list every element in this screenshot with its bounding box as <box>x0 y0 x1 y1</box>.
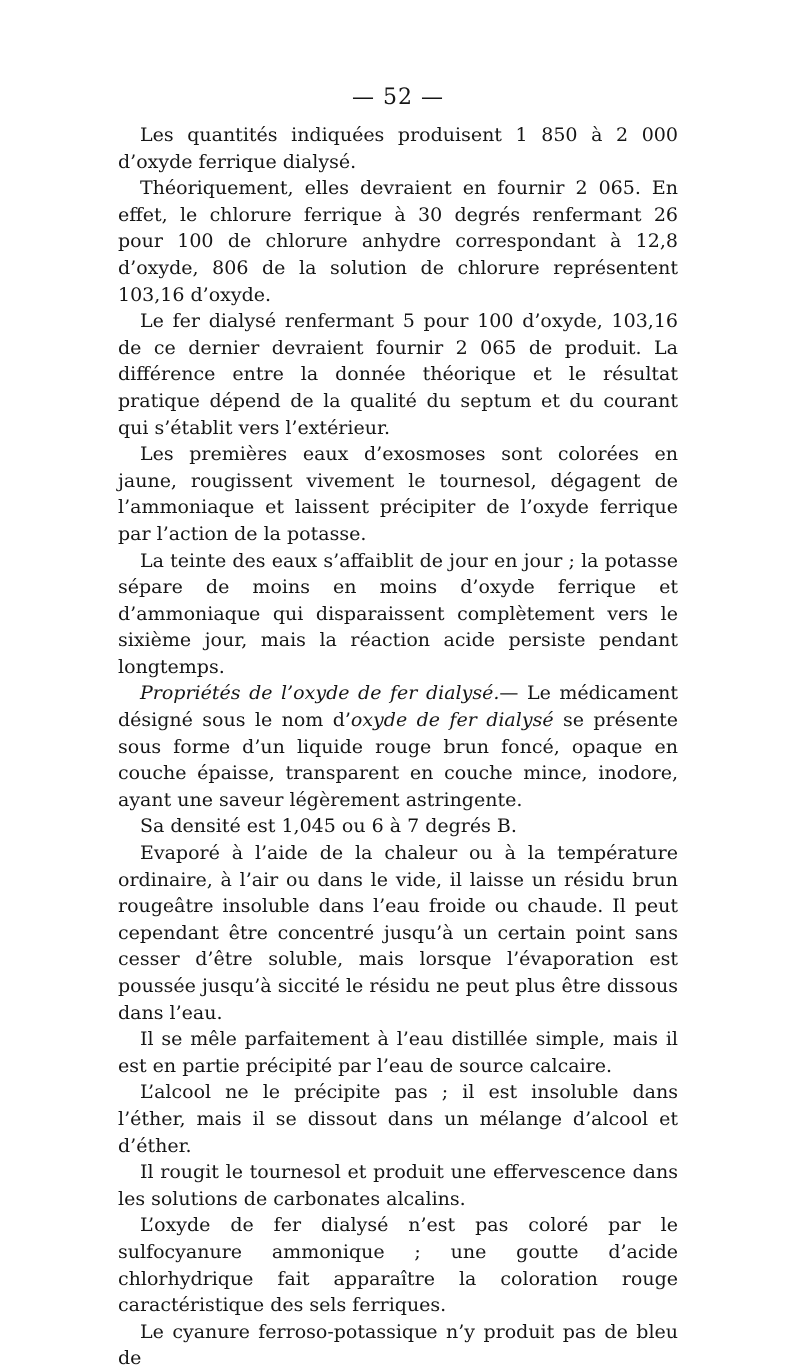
paragraph-cyanide: Le cyanure ferroso-potassique n’y produit pas de bleu de <box>118 1320 678 1370</box>
paragraph-first-waters: Les premières eaux d’exosmoses sont colorées en jaune, rougissent vivement le tournesol, dégagent de l’ammoniaque et laissent précipiter de l’oxyde ferrique par l’action de la potasse. <box>118 443 678 545</box>
paragraph-quantities: Les quantités indiquées produisent 1 850 à 2 000 d’oxyde ferrique dialysé. <box>118 124 678 173</box>
book-page <box>118 84 678 1372</box>
paragraph-difference: Le fer dialysé renfermant 5 pour 100 d’oxyde, 103,16 de ce dernier devraient fournir 2 065 de produit. La différence entre la donnée théorique et le résultat pratique dépend de la qualité du septum et du courant qui s’établit vers l’extérieur. <box>118 310 678 439</box>
paragraph-density: Sa densité est 1,045 ou 6 à 7 degrés B. <box>140 815 517 838</box>
properties-text-before: — Le médicament désigné sous le nom d’ <box>118 682 678 732</box>
properties-text-after: se présente sous forme d’un liquide rouge brun foncé, opaque en couche épaisse, transparent en couche mince, inodore, ayant une saveur légèrement astringente. <box>118 709 678 811</box>
paragraph-theory: Théoriquement, elles devraient en fournir 2 065. En effet, le chlorure ferrique à 30 degrés renfermant 26 pour 100 de chlorure anhydre correspondant à 12,8 d’oxyde, 806 de la solution de chlorure représentent 103,16 d’oxyde. <box>118 177 678 306</box>
paragraph-water: Il se mêle parfaitement à l’eau distillée simple, mais il est en partie précipité par l’eau de source calcaire. <box>118 1028 678 1077</box>
paragraph-tint: La teinte des eaux s’affaiblit de jour en jour ; la potasse sépare de moins en moins d’oxyde ferrique et d’ammoniaque qui disparaissent complètement vers le sixième jour, mais la réaction acide persiste pendant longtemps. <box>118 549 678 678</box>
paragraph-sulfocyanide: L’oxyde de fer dialysé n’est pas coloré par le sulfocyanure ammonique ; une goutte d’acide chlorhydrique fait apparaître la coloration rouge caractéristique des sels ferriques. <box>118 1214 678 1317</box>
section-heading-properties: Propriétés de l’oxyde de fer dialysé. <box>140 682 500 705</box>
paragraph-alcohol: L’alcool ne le précipite pas ; il est insoluble dans l’éther, mais il se dissout dans un mélange d’alcool et d’éther. <box>118 1081 678 1157</box>
properties-italic-term: oxyde de fer dialysé <box>350 709 554 732</box>
page-number: — 52 — <box>352 85 444 110</box>
paragraph-evaporation: Evaporé à l’aide de la chaleur ou à la température ordinaire, à l’air ou dans le vide, il laisse un résidu brun rougeâtre insoluble dans l’eau froide ou chaude. Il peut cependant être concentré jusqu’à un certain point sans cesser d’être soluble, mais lorsque l’évaporation est poussée jusqu’à siccité le résidu ne peut plus être dissous dans l’eau. <box>118 842 678 1024</box>
paragraph-properties <box>118 680 678 813</box>
paragraph-tournesol: Il rougit le tournesol et produit une effervescence dans les solutions de carbonates alcalins. <box>118 1161 678 1210</box>
